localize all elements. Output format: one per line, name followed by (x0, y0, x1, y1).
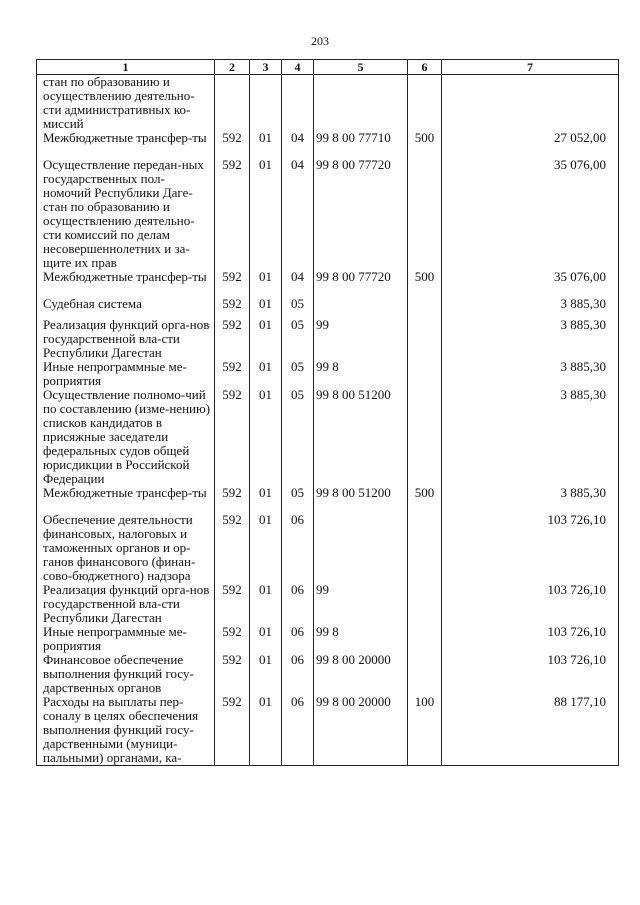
subsection-cell (282, 388, 314, 486)
section-cell (250, 695, 282, 766)
section-cell-text: 01 (259, 694, 272, 709)
amount-cell (442, 318, 619, 360)
section-cell (250, 388, 282, 486)
subsection-cell (282, 75, 314, 132)
header-row (37, 60, 619, 75)
table-row (37, 583, 619, 625)
section-cell-text: 01 (259, 296, 272, 311)
amount-cell-text: 3 885,30 (560, 485, 606, 500)
grbs-cell-text: 592 (222, 157, 242, 172)
column-header: 2 (215, 60, 250, 75)
budget-table (36, 59, 619, 766)
section-cell (250, 318, 282, 360)
amount-cell-text: 3 885,30 (560, 359, 606, 374)
subsection-cell-text: 06 (291, 624, 304, 639)
column-header: 5 (314, 60, 408, 75)
subsection-cell-text: 05 (291, 387, 304, 402)
subsection-cell (282, 653, 314, 695)
target-article-cell-text: 99 8 00 51200 (316, 387, 391, 402)
target-article-cell (314, 625, 408, 653)
grbs-cell (215, 360, 250, 388)
subsection-cell (282, 297, 314, 318)
column-header: 6 (408, 60, 442, 75)
subsection-cell (282, 360, 314, 388)
name-cell (37, 625, 215, 653)
name-cell-text: Реализация функций орга-нов государственной вла-сти Республики Дагестан (43, 317, 210, 360)
amount-cell-text: 103 726,10 (547, 624, 606, 639)
amount-cell-text: 27 052,00 (554, 130, 606, 145)
name-cell-text: стан по образованию и осуществлению деятельно-сти административных ко-миссий (43, 74, 195, 131)
name-cell-text: Осуществление передан-ных государственных пол-номочий Республики Даге-стан по образованию и осуществлению деятельно-сти комиссий по делам несовершеннолетних и за-щите их прав (43, 157, 204, 270)
grbs-cell-text: 592 (222, 652, 242, 667)
section-cell (250, 625, 282, 653)
target-article-cell (314, 158, 408, 270)
target-article-cell-text: 99 8 00 20000 (316, 694, 391, 709)
section-cell-text: 01 (259, 157, 272, 172)
target-article-cell (314, 297, 408, 318)
expense-type-cell (408, 653, 442, 695)
subsection-cell (282, 270, 314, 297)
name-cell (37, 388, 215, 486)
expense-type-cell (408, 158, 442, 270)
amount-cell (442, 75, 619, 132)
name-cell-text: Иные непрограммные ме-роприятия (43, 624, 187, 653)
column-header: 1 (37, 60, 215, 75)
table-row (37, 513, 619, 583)
subsection-cell-text: 06 (291, 512, 304, 527)
amount-cell (442, 297, 619, 318)
grbs-cell-text: 592 (222, 624, 242, 639)
column-header: 4 (282, 60, 314, 75)
grbs-cell (215, 131, 250, 158)
expense-type-cell (408, 360, 442, 388)
section-cell-text: 01 (259, 652, 272, 667)
expense-type-cell-text: 500 (414, 269, 435, 284)
column-header: 3 (250, 60, 282, 75)
table-row (37, 318, 619, 360)
target-article-cell-text: 99 8 (316, 624, 339, 639)
amount-cell (442, 270, 619, 297)
subsection-cell (282, 513, 314, 583)
name-cell-text: Судебная система (43, 296, 142, 311)
section-cell (250, 583, 282, 625)
table-body (37, 75, 619, 766)
grbs-cell-text: 592 (222, 269, 242, 284)
section-cell-text: 01 (259, 130, 272, 145)
expense-type-cell (408, 486, 442, 513)
name-cell-text: Финансовое обеспечение выполнения функций госу-дарственных органов (43, 652, 194, 695)
target-article-cell (314, 583, 408, 625)
amount-cell (442, 583, 619, 625)
expense-type-cell (408, 583, 442, 625)
subsection-cell-text: 06 (291, 652, 304, 667)
expense-type-cell (408, 131, 442, 158)
target-article-cell-text: 99 (316, 317, 329, 332)
expense-type-cell (408, 388, 442, 486)
name-cell-text: Межбюджетные трансфер-ты (43, 269, 207, 284)
expense-type-cell (408, 625, 442, 653)
table-row (37, 131, 619, 158)
expense-type-cell (408, 695, 442, 766)
section-cell-text: 01 (259, 269, 272, 284)
section-cell-text: 01 (259, 485, 272, 500)
target-article-cell (314, 75, 408, 132)
amount-cell (442, 513, 619, 583)
section-cell-text: 01 (259, 359, 272, 374)
amount-cell (442, 625, 619, 653)
subsection-cell (282, 695, 314, 766)
name-cell (37, 158, 215, 270)
page-number: 203 (311, 34, 329, 48)
name-cell (37, 297, 215, 318)
amount-cell-text: 103 726,10 (547, 582, 606, 597)
expense-type-cell (408, 297, 442, 318)
grbs-cell-text: 592 (222, 387, 242, 402)
amount-cell (442, 388, 619, 486)
section-cell (250, 486, 282, 513)
section-cell (250, 360, 282, 388)
target-article-cell (314, 653, 408, 695)
section-cell-text: 01 (259, 624, 272, 639)
table-row (37, 270, 619, 297)
section-cell (250, 653, 282, 695)
amount-cell-text: 35 076,00 (554, 157, 606, 172)
table-row (37, 388, 619, 486)
grbs-cell (215, 318, 250, 360)
name-cell-text: Расходы на выплаты пер-соналу в целях обеспечения выполнения функций госу-дарственными (муници-пальными) органами, ка- (43, 694, 199, 765)
amount-cell-text: 103 726,10 (547, 652, 606, 667)
expense-type-cell (408, 318, 442, 360)
subsection-cell (282, 486, 314, 513)
name-cell (37, 270, 215, 297)
subsection-cell (282, 158, 314, 270)
target-article-cell (314, 318, 408, 360)
grbs-cell-text: 592 (222, 359, 242, 374)
subsection-cell-text: 05 (291, 485, 304, 500)
subsection-cell-text: 06 (291, 582, 304, 597)
name-cell (37, 695, 215, 766)
amount-cell (442, 653, 619, 695)
section-cell (250, 131, 282, 158)
grbs-cell (215, 297, 250, 318)
subsection-cell-text: 05 (291, 359, 304, 374)
expense-type-cell-text: 500 (414, 485, 435, 500)
grbs-cell (215, 513, 250, 583)
grbs-cell (215, 653, 250, 695)
name-cell (37, 131, 215, 158)
subsection-cell (282, 131, 314, 158)
name-cell (37, 513, 215, 583)
table-row (37, 360, 619, 388)
amount-cell-text: 88 177,10 (554, 694, 606, 709)
section-cell-text: 01 (259, 512, 272, 527)
amount-cell-text: 35 076,00 (554, 269, 606, 284)
grbs-cell (215, 583, 250, 625)
target-article-cell (314, 486, 408, 513)
table-row (37, 625, 619, 653)
grbs-cell (215, 270, 250, 297)
target-article-cell (314, 270, 408, 297)
section-cell (250, 297, 282, 318)
subsection-cell (282, 625, 314, 653)
grbs-cell (215, 695, 250, 766)
name-cell-text: Межбюджетные трансфер-ты (43, 130, 207, 145)
column-header: 7 (442, 60, 619, 75)
table-row (37, 695, 619, 766)
section-cell-text: 01 (259, 387, 272, 402)
name-cell (37, 318, 215, 360)
name-cell-text: Осуществление полномо-чий по составлению (изме-нению) списков кандидатов в присяжные заседатели федеральных судов общей юрисдикции в Российской Федерации (43, 387, 211, 486)
amount-cell (442, 158, 619, 270)
section-cell (250, 270, 282, 297)
target-article-cell (314, 695, 408, 766)
amount-cell (442, 486, 619, 513)
target-article-cell (314, 513, 408, 583)
target-article-cell-text: 99 8 00 51200 (316, 485, 391, 500)
name-cell (37, 486, 215, 513)
grbs-cell (215, 388, 250, 486)
grbs-cell-text: 592 (222, 130, 242, 145)
grbs-cell-text: 592 (222, 317, 242, 332)
grbs-cell (215, 158, 250, 270)
target-article-cell-text: 99 (316, 582, 329, 597)
grbs-cell-text: 592 (222, 694, 242, 709)
section-cell-text: 01 (259, 582, 272, 597)
name-cell-text: Реализация функций орга-нов государственной вла-сти Республики Дагестан (43, 582, 210, 625)
section-cell (250, 513, 282, 583)
grbs-cell-text: 592 (222, 512, 242, 527)
amount-cell (442, 360, 619, 388)
target-article-cell-text: 99 8 (316, 359, 339, 374)
amount-cell-text: 3 885,30 (560, 296, 606, 311)
name-cell (37, 360, 215, 388)
table-row (37, 486, 619, 513)
grbs-cell-text: 592 (222, 296, 242, 311)
grbs-cell-text: 592 (222, 582, 242, 597)
table-row (37, 75, 619, 132)
grbs-cell-text: 592 (222, 485, 242, 500)
expense-type-cell-text: 100 (414, 694, 435, 709)
expense-type-cell (408, 75, 442, 132)
table-row (37, 158, 619, 270)
name-cell-text: Межбюджетные трансфер-ты (43, 485, 207, 500)
section-cell (250, 75, 282, 132)
name-cell-text: Обеспечение деятельности финансовых, налоговых и таможенных органов и ор-ганов финансового (финан-сово-бюджетного) надзора (43, 512, 196, 583)
subsection-cell (282, 318, 314, 360)
subsection-cell-text: 05 (291, 317, 304, 332)
subsection-cell-text: 04 (291, 157, 304, 172)
table-row (37, 653, 619, 695)
target-article-cell-text: 99 8 00 77720 (316, 157, 391, 172)
subsection-cell (282, 583, 314, 625)
target-article-cell (314, 360, 408, 388)
subsection-cell-text: 06 (291, 694, 304, 709)
section-cell-text: 01 (259, 317, 272, 332)
amount-cell (442, 695, 619, 766)
name-cell (37, 583, 215, 625)
target-article-cell-text: 99 8 00 77720 (316, 269, 391, 284)
amount-cell-text: 3 885,30 (560, 387, 606, 402)
subsection-cell-text: 04 (291, 269, 304, 284)
subsection-cell-text: 04 (291, 130, 304, 145)
section-cell (250, 158, 282, 270)
table-row (37, 297, 619, 318)
name-cell-text: Иные непрограммные ме-роприятия (43, 359, 187, 388)
target-article-cell-text: 99 8 00 77710 (316, 130, 391, 145)
expense-type-cell-text: 500 (414, 130, 435, 145)
amount-cell-text: 3 885,30 (560, 317, 606, 332)
name-cell (37, 75, 215, 132)
amount-cell-text: 103 726,10 (547, 512, 606, 527)
target-article-cell-text: 99 8 00 20000 (316, 652, 391, 667)
target-article-cell (314, 388, 408, 486)
name-cell (37, 653, 215, 695)
amount-cell (442, 131, 619, 158)
expense-type-cell (408, 270, 442, 297)
grbs-cell (215, 486, 250, 513)
target-article-cell (314, 131, 408, 158)
grbs-cell (215, 625, 250, 653)
expense-type-cell (408, 513, 442, 583)
subsection-cell-text: 05 (291, 296, 304, 311)
grbs-cell (215, 75, 250, 132)
